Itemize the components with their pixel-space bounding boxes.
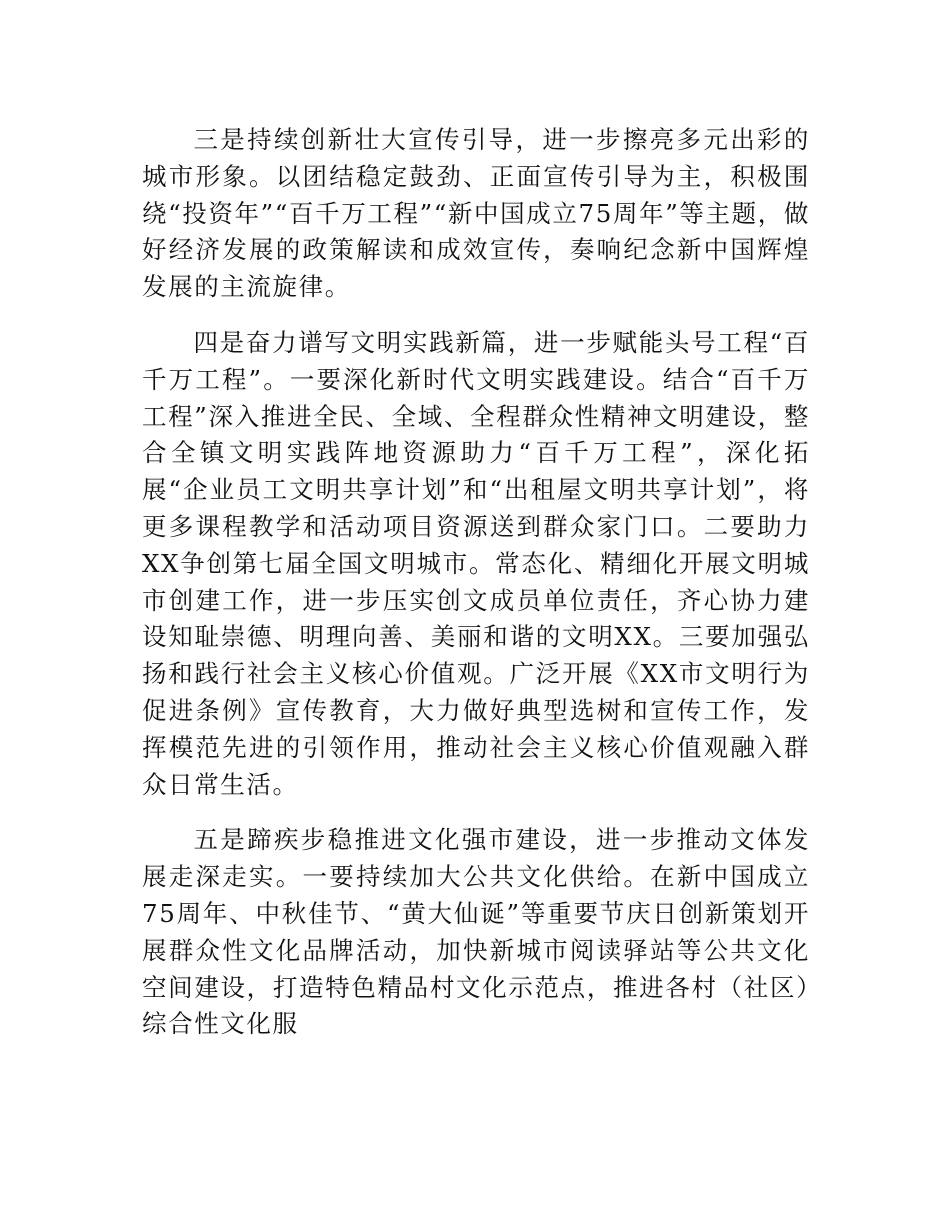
paragraph-publicity-guidance: 三是持续创新壮大宣传引导，进一步擦亮多元出彩的城市形象。以团结稳定鼓劲、正面宣传引导为主，积极围绕“投资年”“百千万工程”“新中国成立75周年”等主题，做好经济发展的政策解读和成效宣传，奏响纪念新中国辉煌发展的主流旋律。	[142, 125, 810, 302]
paragraph-civilization-practice: 四是奋力谱写文明实践新篇，进一步赋能头号工程“百千万工程”。一要深化新时代文明实践建设。结合“百千万工程”深入推进全民、全域、全程群众性精神文明建设，整合全镇文明实践阵地资源助力“百千万工程”，深化拓展“企业员工文明共享计划”和“出租屋文明共享计划”，将更多课程教学和活动项目资源送到群众家门口。二要助力XX争创第七届全国文明城市。常态化、精细化开展文明城市创建工作，进一步压实创文成员单位责任，齐心协力建设知耻崇德、明理向善、美丽和谐的文明XX。三要加强弘扬和践行社会主义核心价值观。广泛开展《XX市文明行为促进条例》宣传教育，大力做好典型选树和宣传工作，发挥模范先进的引领作用，推动社会主义核心价值观融入群众日常生活。	[142, 327, 810, 799]
paragraph-cultural-city: 五是蹄疾步稳推进文化强市建设，进一步推动文体发展走深走实。一要持续加大公共文化供给。在新中国成立75周年、中秋佳节、“黄大仙诞”等重要节庆日创新策划开展群众性文化品牌活动，加快新城市阅读驿站等公共文化空间建设，打造特色精品村文化示范点，推进各村（社区）综合性文化服	[142, 825, 810, 1039]
document-body	[142, 122, 810, 1043]
